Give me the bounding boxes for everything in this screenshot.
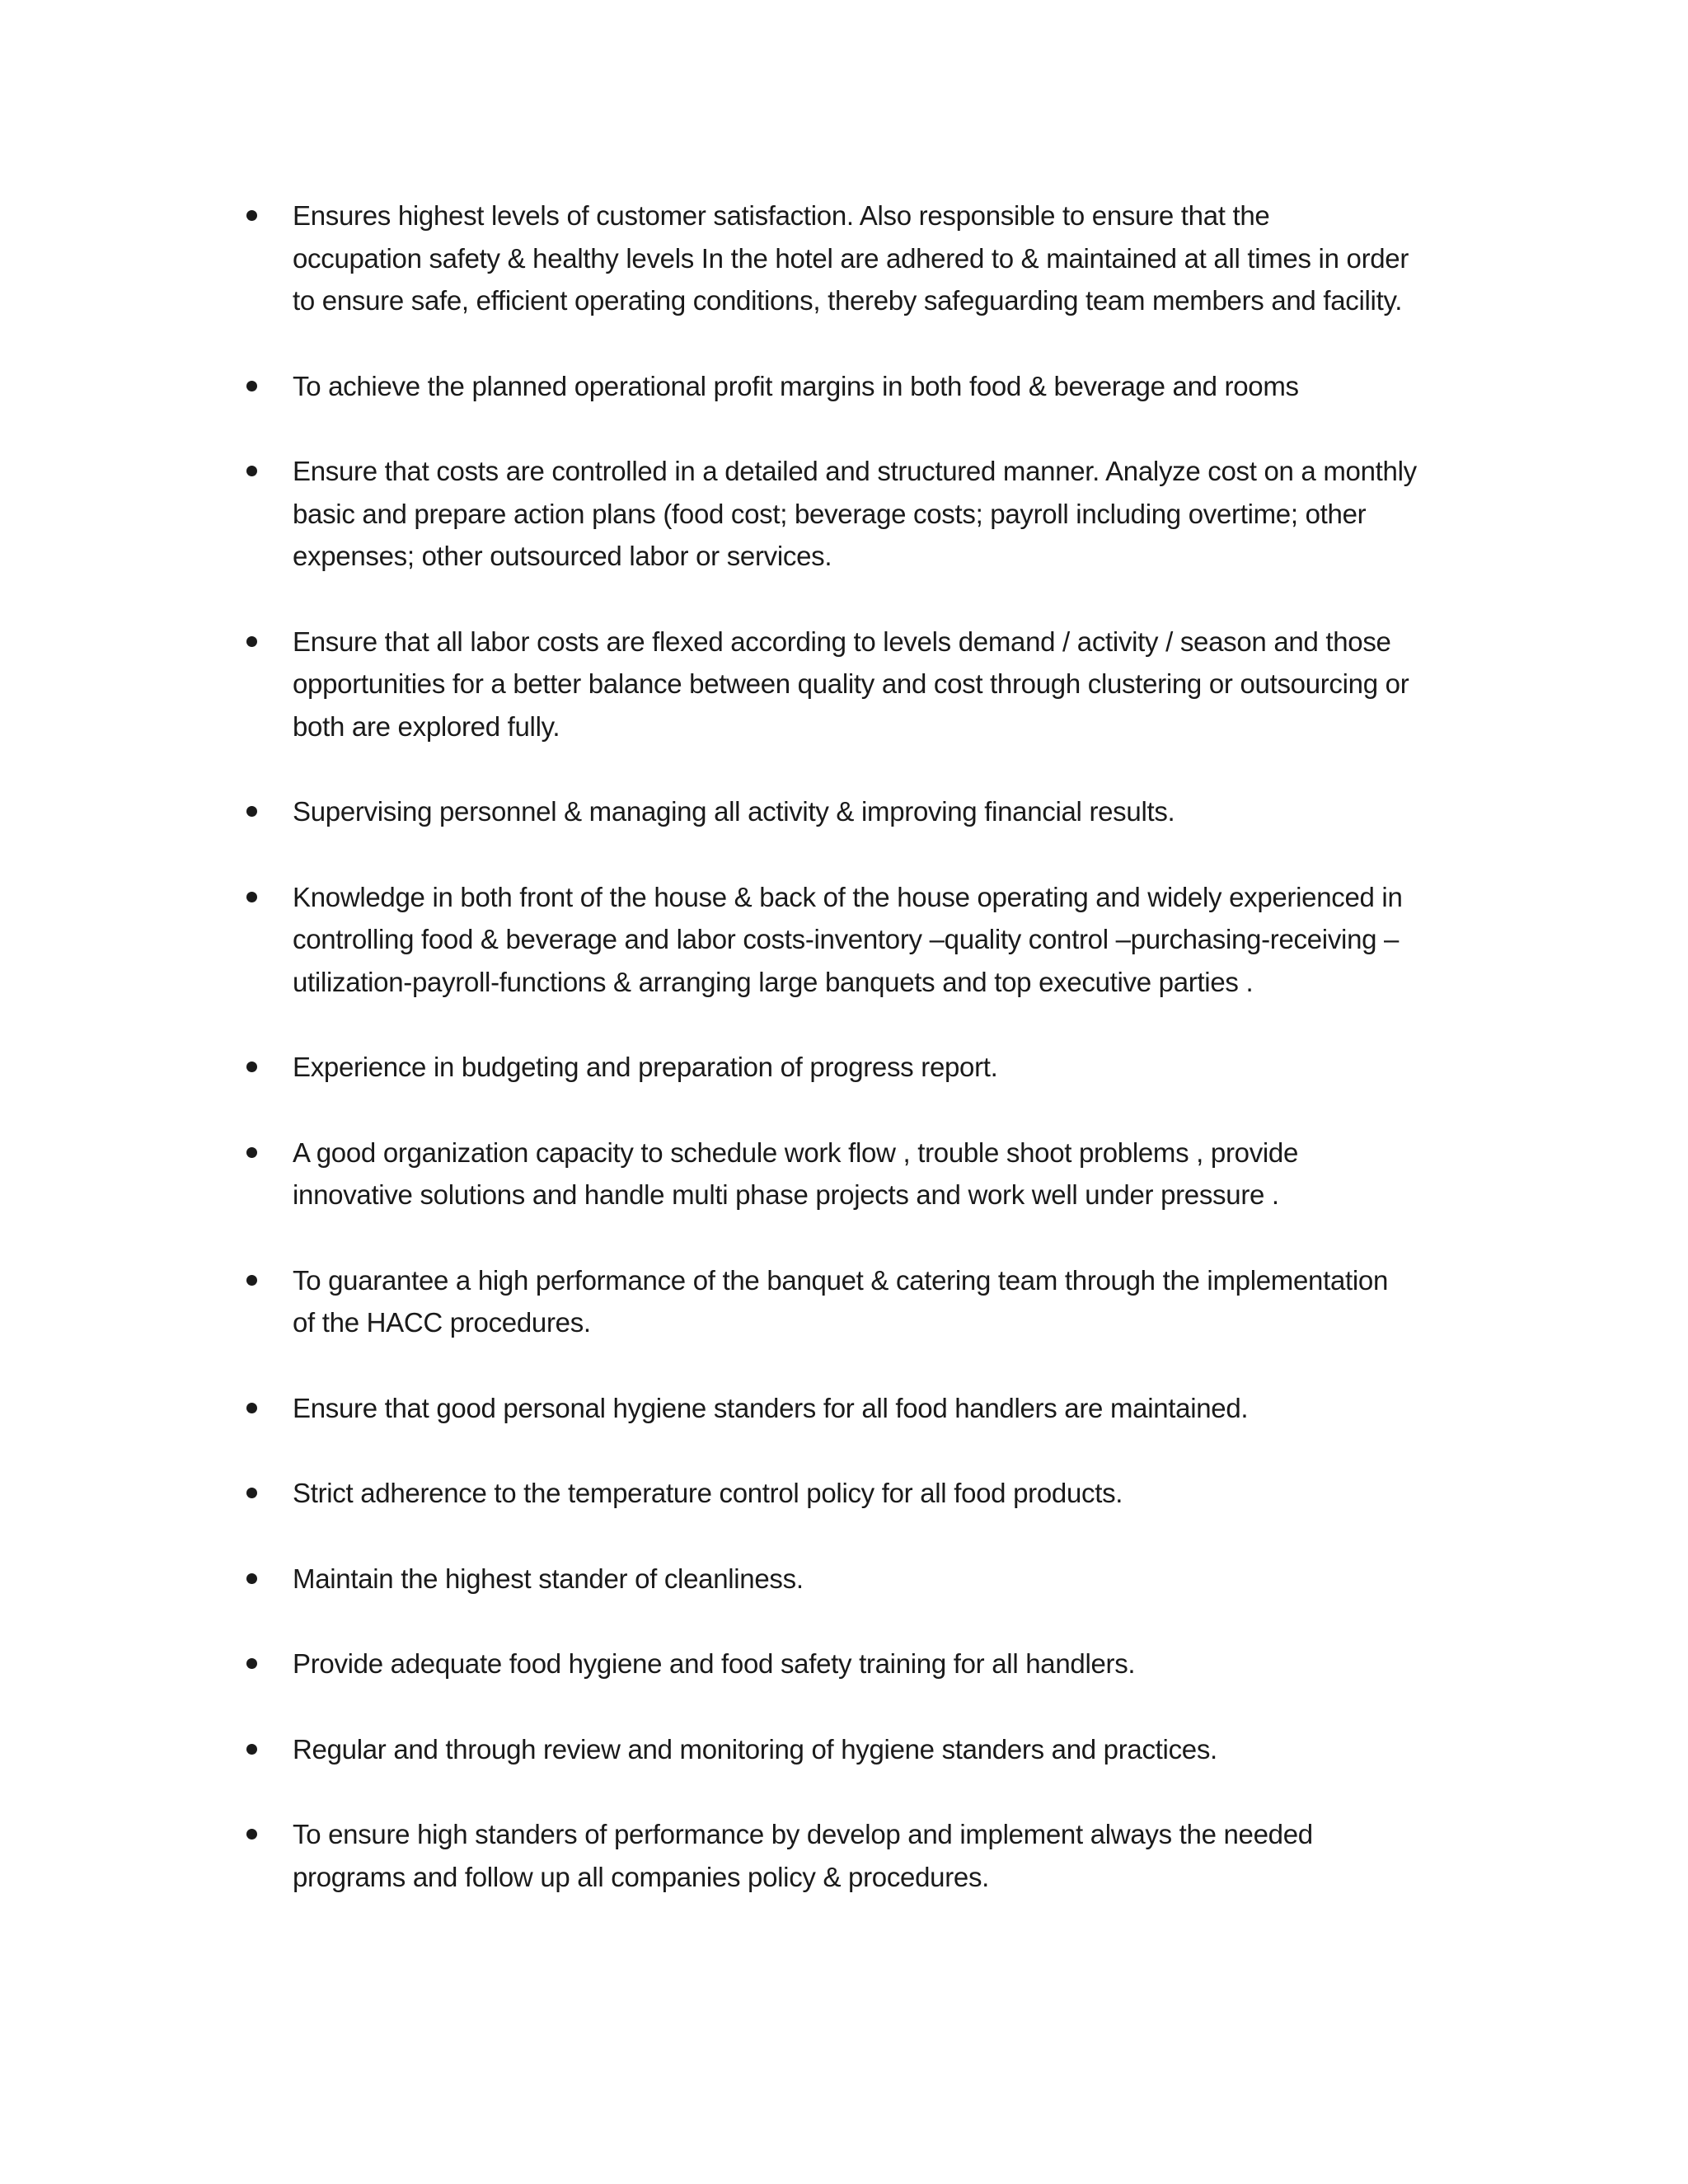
list-item xyxy=(245,1813,1481,1898)
list-item xyxy=(245,1643,1481,1685)
bullet-icon xyxy=(246,1573,257,1584)
list-item-text: Knowledge in both front of the house & back of the house operating and widely experienced in controlling food & beverage and labor costs-inventory –quality control –purchasing-receiving – utilization-payroll-functions & arranging large banquets and top executive parties . xyxy=(293,881,1403,997)
list-item-text: Experience in budgeting and preparation of progress report. xyxy=(293,1052,998,1082)
list-item xyxy=(245,621,1481,748)
bullet-icon xyxy=(246,466,257,476)
list-item xyxy=(245,365,1481,408)
bullet-icon xyxy=(246,1658,257,1669)
bullet-icon xyxy=(246,1147,257,1158)
list-item-text: Strict adherence to the temperature control policy for all food products. xyxy=(293,1478,1123,1508)
list-item-text: To guarantee a high performance of the banquet & catering team through the implementation of the HACC procedures. xyxy=(293,1264,1389,1338)
list-item xyxy=(245,876,1481,1004)
list-item-text: Supervising personnel & managing all activity & improving financial results. xyxy=(293,796,1175,827)
list-item xyxy=(245,1259,1481,1344)
bullet-icon xyxy=(246,1062,257,1072)
list-item-text: Ensure that good personal hygiene standers for all food handlers are maintained. xyxy=(293,1392,1249,1423)
bullet-icon xyxy=(246,1275,257,1286)
list-item xyxy=(245,1558,1481,1601)
bullet-icon xyxy=(246,636,257,647)
bullet-icon xyxy=(246,1488,257,1498)
list-item xyxy=(245,450,1481,578)
bullet-icon xyxy=(246,381,257,391)
list-item-text: Provide adequate food hygiene and food safety training for all handlers. xyxy=(293,1648,1136,1679)
list-item xyxy=(245,1046,1481,1089)
list-item xyxy=(245,1728,1481,1771)
list-item xyxy=(245,1132,1481,1216)
list-item xyxy=(245,790,1481,833)
list-item xyxy=(245,194,1481,322)
bullet-icon xyxy=(246,1403,257,1413)
list-item xyxy=(245,1387,1481,1430)
responsibilities-list xyxy=(245,194,1481,1941)
list-item-text: Ensure that costs are controlled in a detailed and structured manner. Analyze cost on a monthly basic and prepare action plans (food cost; beverage costs; payroll including overtime; other expenses; other outsourced labor or services. xyxy=(293,456,1417,571)
list-item-text: Ensure that all labor costs are flexed according to levels demand / activity / season and those opportunities for a better balance between quality and cost through clustering or outsourcing or both are explored fully. xyxy=(293,626,1409,742)
list-item xyxy=(245,1472,1481,1515)
bullet-icon xyxy=(246,1744,257,1755)
bullet-icon xyxy=(246,210,257,221)
list-item-text: Regular and through review and monitoring of hygiene standers and practices. xyxy=(293,1733,1217,1765)
list-item-text: A good organization capacity to schedule work flow , trouble shoot problems , provide innovative solutions and handle multi phase projects and work well under pressure . xyxy=(293,1137,1299,1210)
list-item-text: To ensure high standers of performance by develop and implement always the needed programs and follow up all companies policy & procedures. xyxy=(293,1819,1313,1892)
bullet-icon xyxy=(246,1829,257,1840)
bullet-icon xyxy=(246,806,257,817)
list-item-text: Maintain the highest stander of cleanliness. xyxy=(293,1563,804,1594)
list-item-text: To achieve the planned operational profit margins in both food & beverage and rooms xyxy=(293,370,1299,401)
list-item-text: Ensures highest levels of customer satisfaction. Also responsible to ensure that the occupation safety & healthy levels In the hotel are adhered to & maintained at all times in order to ensure safe, efficient operating conditions, thereby safeguarding team members and facility. xyxy=(293,200,1409,316)
bullet-icon xyxy=(246,892,257,902)
